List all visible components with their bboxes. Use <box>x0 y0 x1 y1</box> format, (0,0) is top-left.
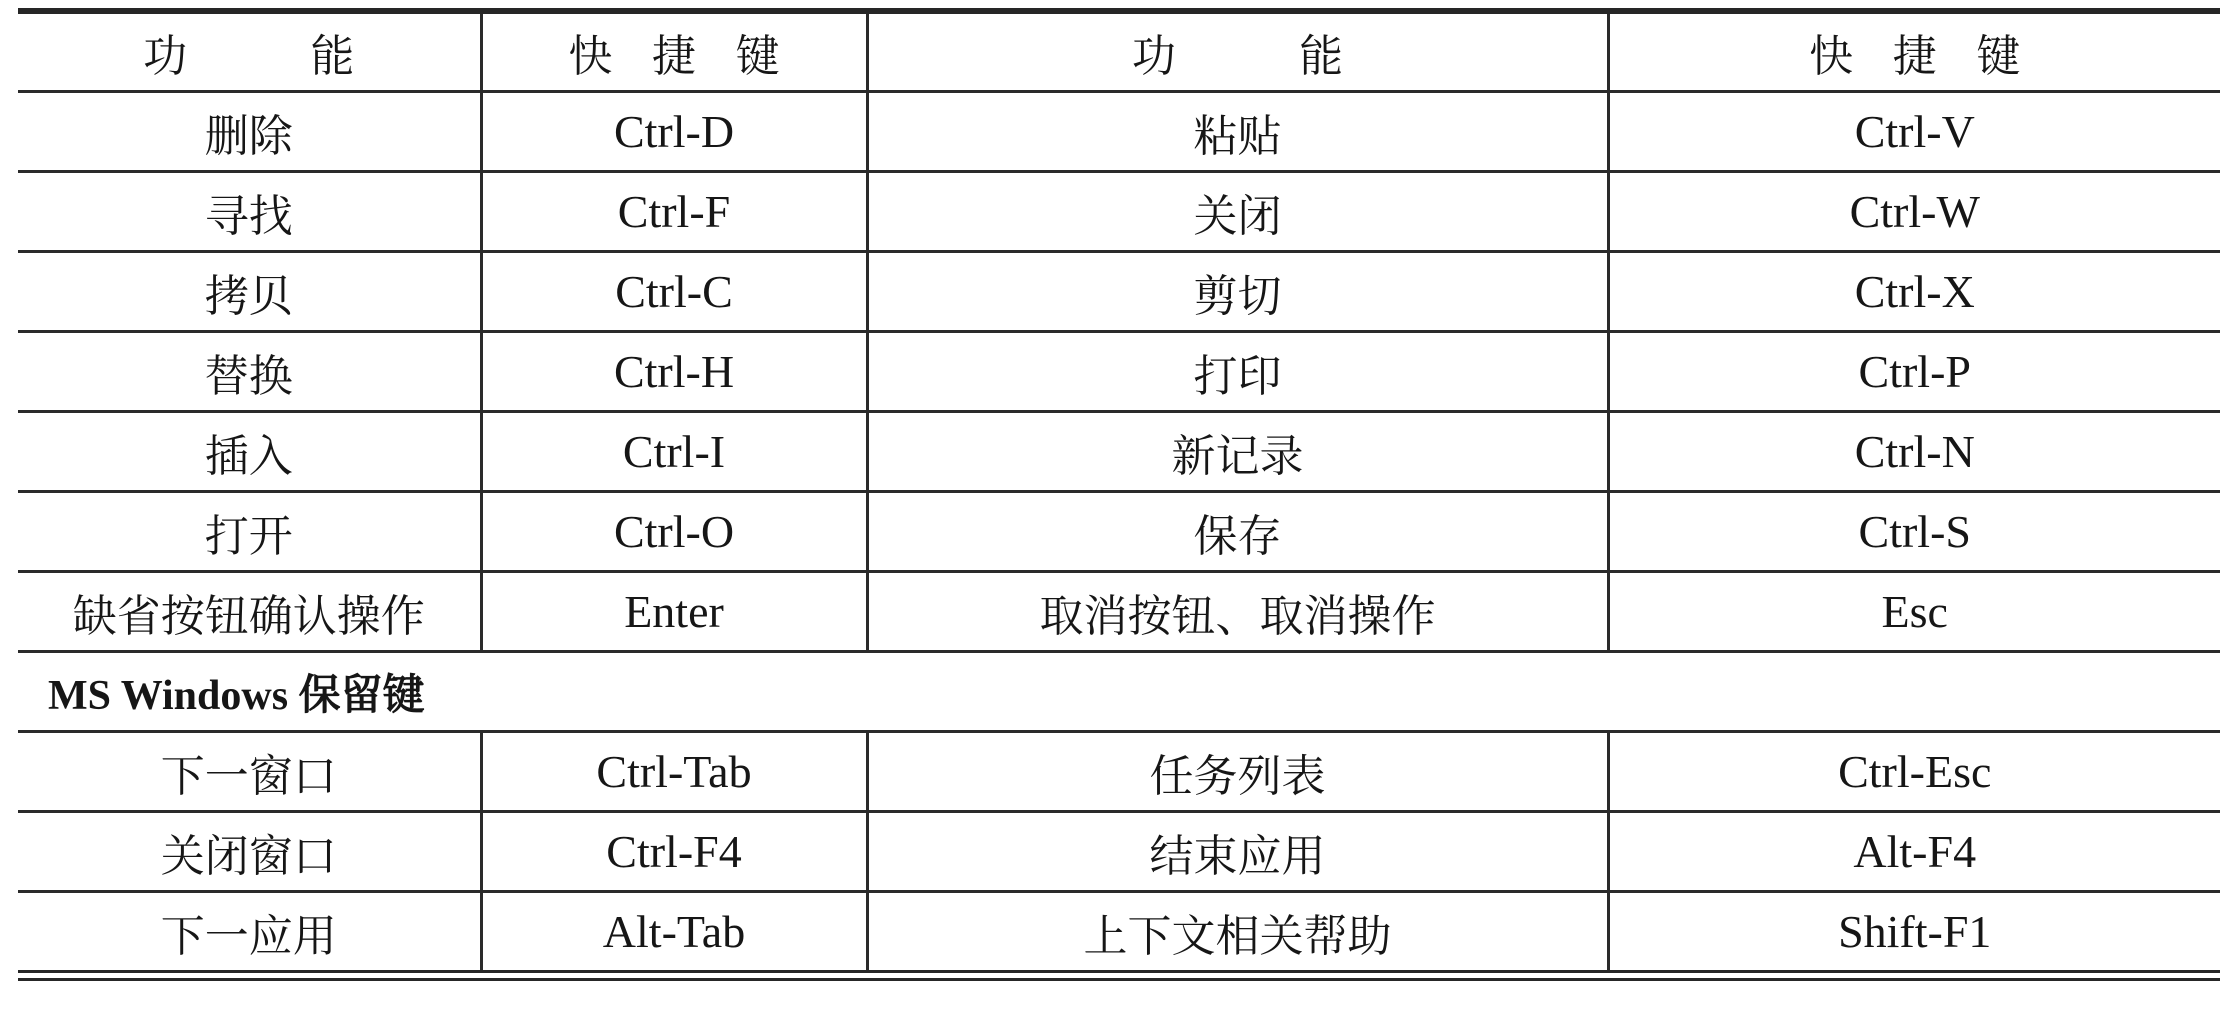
function-cell: 粘贴 <box>867 92 1608 172</box>
function-cell: 任务列表 <box>867 732 1608 812</box>
table-row <box>18 492 2220 572</box>
shortcut-cell: Alt-F4 <box>1608 812 2220 892</box>
function-cell: 结束应用 <box>867 812 1608 892</box>
header-row <box>18 14 2220 92</box>
shortcut-cell: Ctrl-I <box>481 412 867 492</box>
section-title: MS Windows 保留键 <box>18 652 2220 732</box>
shortcut-cell: Ctrl-H <box>481 332 867 412</box>
function-cell: 上下文相关帮助 <box>867 892 1608 972</box>
table-row <box>18 812 2220 892</box>
table-row <box>18 412 2220 492</box>
function-cell: 下一应用 <box>18 892 481 972</box>
shortcut-cell: Ctrl-N <box>1608 412 2220 492</box>
table-row <box>18 892 2220 972</box>
function-cell: 替换 <box>18 332 481 412</box>
function-cell: 寻找 <box>18 172 481 252</box>
function-cell: 剪切 <box>867 252 1608 332</box>
table-row <box>18 332 2220 412</box>
shortcut-cell: Ctrl-C <box>481 252 867 332</box>
shortcut-cell: Ctrl-P <box>1608 332 2220 412</box>
function-cell: 关闭 <box>867 172 1608 252</box>
function-cell: 缺省按钮确认操作 <box>18 572 481 652</box>
shortcut-table <box>18 14 2220 973</box>
shortcut-cell: Ctrl-Tab <box>481 732 867 812</box>
header-function-1: 功 能 <box>18 14 481 92</box>
header-function-2: 功 能 <box>867 14 1608 92</box>
shortcut-cell: Ctrl-D <box>481 92 867 172</box>
table-row <box>18 732 2220 812</box>
function-cell: 打开 <box>18 492 481 572</box>
shortcut-cell: Ctrl-Esc <box>1608 732 2220 812</box>
bottom-rule <box>18 978 2220 981</box>
header-shortcut-2: 快捷键 <box>1608 14 2220 92</box>
shortcut-cell: Alt-Tab <box>481 892 867 972</box>
shortcut-cell: Ctrl-O <box>481 492 867 572</box>
shortcut-cell: Enter <box>481 572 867 652</box>
shortcut-cell: Ctrl-S <box>1608 492 2220 572</box>
table-row <box>18 172 2220 252</box>
function-cell: 取消按钮、取消操作 <box>867 572 1608 652</box>
function-cell: 拷贝 <box>18 252 481 332</box>
table-row <box>18 252 2220 332</box>
function-cell: 新记录 <box>867 412 1608 492</box>
function-cell: 插入 <box>18 412 481 492</box>
shortcut-cell: Shift-F1 <box>1608 892 2220 972</box>
shortcut-cell: Ctrl-F4 <box>481 812 867 892</box>
table-row <box>18 572 2220 652</box>
function-cell: 关闭窗口 <box>18 812 481 892</box>
function-cell: 删除 <box>18 92 481 172</box>
shortcut-cell: Ctrl-X <box>1608 252 2220 332</box>
shortcut-table-container <box>18 8 2220 981</box>
shortcut-cell: Esc <box>1608 572 2220 652</box>
section-header-row <box>18 652 2220 732</box>
function-cell: 下一窗口 <box>18 732 481 812</box>
shortcut-cell: Ctrl-W <box>1608 172 2220 252</box>
function-cell: 保存 <box>867 492 1608 572</box>
shortcut-cell: Ctrl-F <box>481 172 867 252</box>
shortcut-cell: Ctrl-V <box>1608 92 2220 172</box>
header-shortcut-1: 快捷键 <box>481 14 867 92</box>
function-cell: 打印 <box>867 332 1608 412</box>
table-row <box>18 92 2220 172</box>
